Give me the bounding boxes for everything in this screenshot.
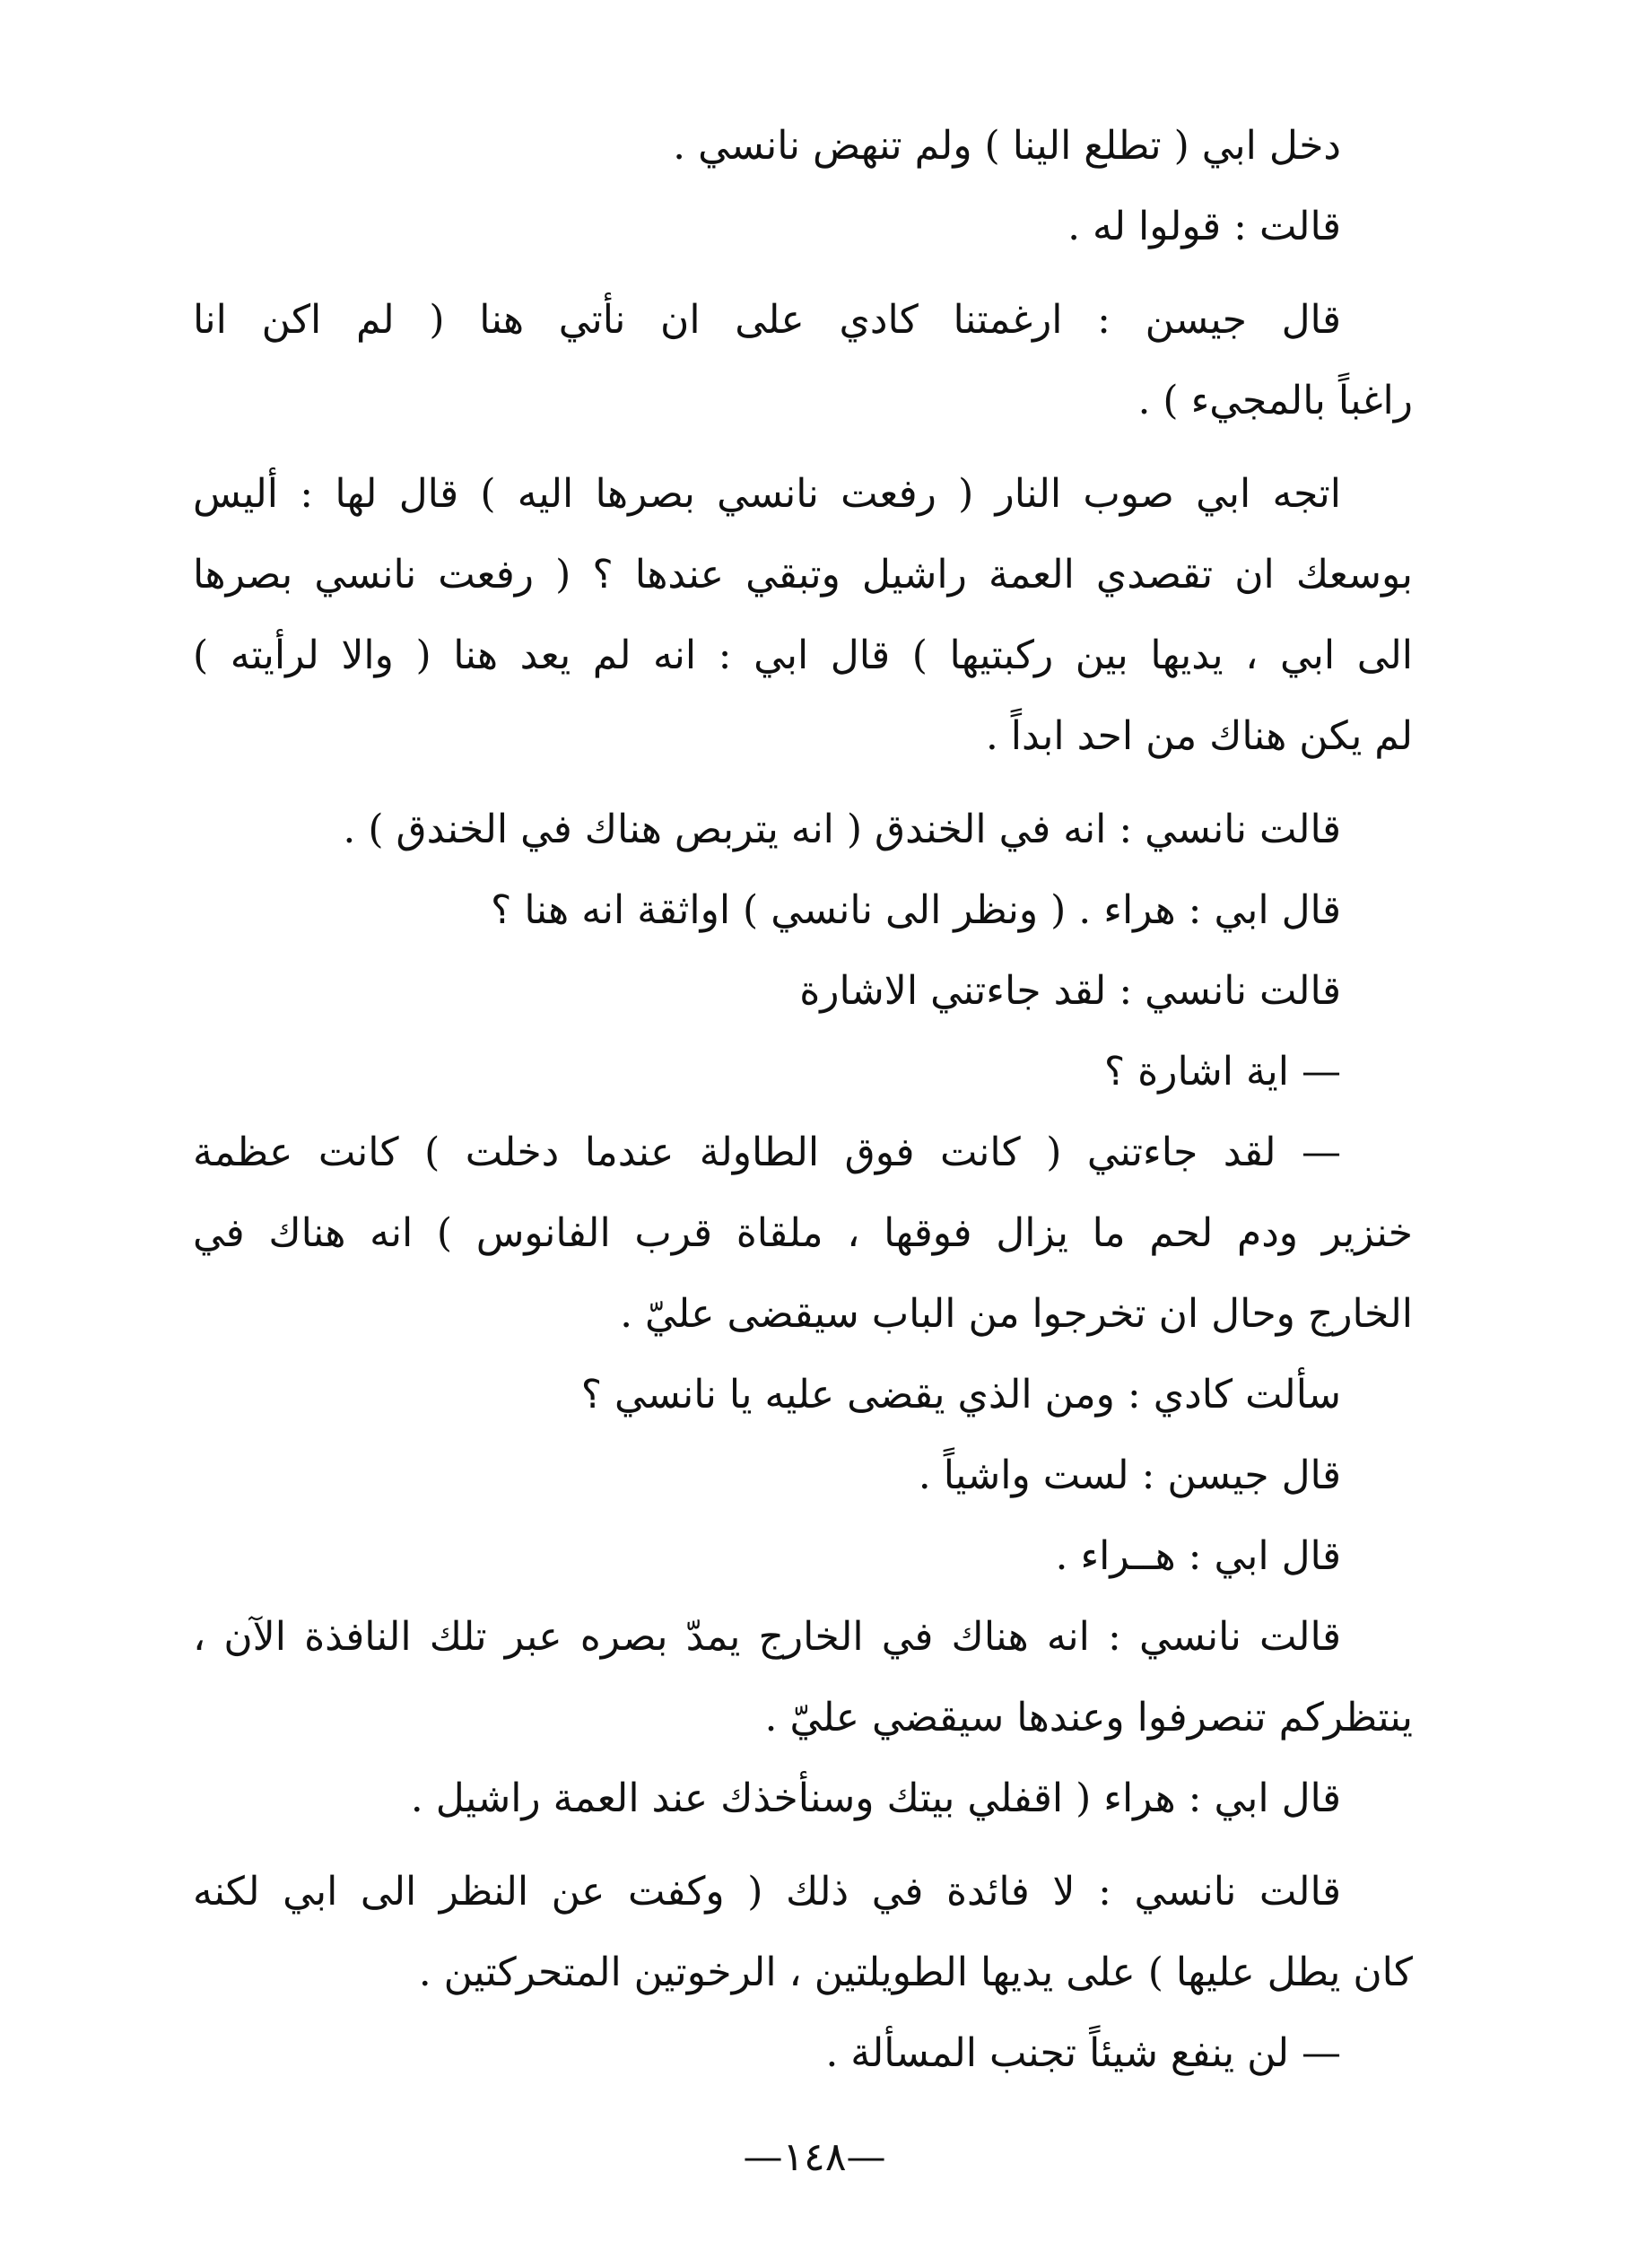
text-line: قالت نانسي : لا فائدة في ذلك ( وكفت عن النظر الى ابي لكنه bbox=[193, 1869, 1341, 1915]
text-line: — لقد جاءتني ( كانت فوق الطاولة عندما دخلت ) كانت عظمة bbox=[193, 1130, 1341, 1175]
text-line: كان يطل عليها ) على يديها الطويلتين ، الرخوتين المتحركتين . bbox=[418, 1950, 1413, 1995]
page-number: —١٤٨— bbox=[743, 2134, 886, 2180]
text-line: قالت نانسي : انه هناك في الخارج يمدّ بصره عبر تلك النافذة الآن ، bbox=[193, 1614, 1341, 1660]
text-line: قال ابي : هراء ( اقفلي بيتك وسنأخذك عند العمة راشيل . bbox=[410, 1775, 1341, 1821]
text-line: ينتظركم تنصرفوا وعندها سيقضي عليّ . bbox=[764, 1695, 1413, 1740]
text-line: — اية اشارة ؟ bbox=[1103, 1049, 1341, 1095]
text-line: قال ابي : هــراء . bbox=[1055, 1533, 1341, 1579]
text-line: قال ابي : هراء . ( ونظر الى نانسي ) اواثقة انه هنا ؟ bbox=[491, 887, 1341, 933]
body-text bbox=[193, 106, 1413, 2094]
text-line: قالت نانسي : لقد جاءتني الاشارة bbox=[799, 968, 1341, 1014]
text-line: قالت نانسي : انه في الخندق ( انه يتربص هناك في الخندق ) . bbox=[343, 807, 1341, 852]
text-line: دخل ابي ( تطلع الينا ) ولم تنهض نانسي . bbox=[673, 123, 1341, 169]
text-line: سألت كادي : ومن الذي يقضى عليه يا نانسي ؟ bbox=[580, 1372, 1341, 1418]
text-line: قالت : قولوا له . bbox=[1067, 204, 1341, 249]
text-line: اتجه ابي صوب النار ( رفعت نانسي بصرها اليه ) قال لها : أليس bbox=[193, 471, 1341, 517]
text-line: — لن ينفع شيئاً تجنب المسألة . bbox=[825, 2030, 1341, 2076]
text-line: راغباً بالمجيء ) . bbox=[1137, 378, 1413, 423]
text-line: الخارج وحال ان تخرجوا من الباب سيقضى عليّ . bbox=[620, 1291, 1413, 1337]
text-line: قال جيسن : لست واشياً . bbox=[918, 1452, 1341, 1498]
text-line: لم يكن هناك من احد ابداً . bbox=[985, 713, 1413, 759]
text-line: بوسعك ان تقصدي العمة راشيل وتبقي عندها ؟ ( رفعت نانسي بصرها bbox=[193, 552, 1413, 598]
text-line: خنزير ودم لحم ما يزال فوقها ، ملقاة قرب الفانوس ) انه هناك في bbox=[193, 1210, 1413, 1256]
text-line: قال جيسن : ارغمتنا كادي على ان نأتي هنا ( لم اكن انا bbox=[193, 297, 1341, 343]
text-line: الى ابي ، يديها بين ركبتيها ) قال ابي : انه لم يعد هنا ( والا لرأيته ) bbox=[193, 632, 1413, 678]
